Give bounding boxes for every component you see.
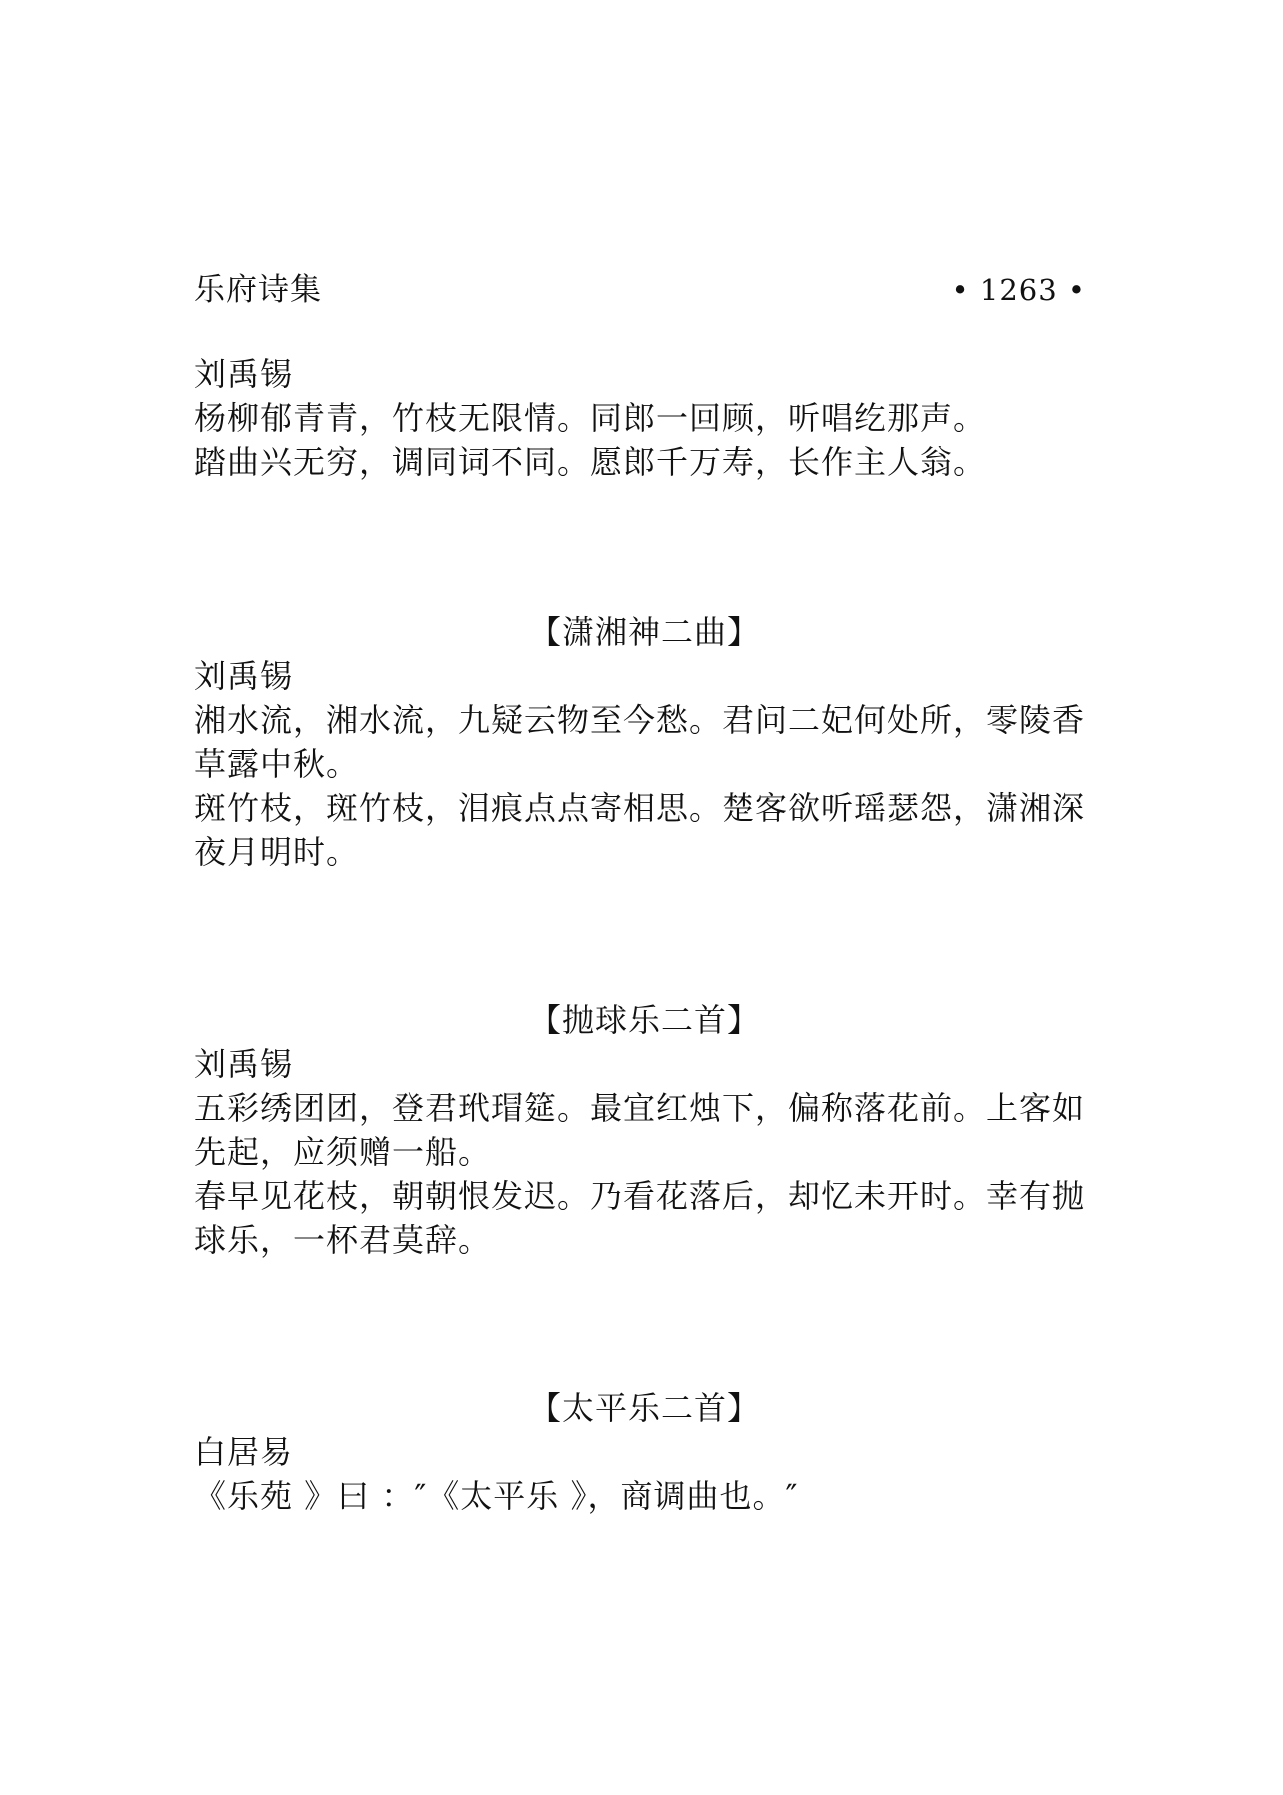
section-title: 【太平乐二首】 <box>529 1389 761 1427</box>
poem-line: 《乐苑 》曰 ：″《太平乐 》，商调曲也。″ <box>194 1477 799 1515</box>
poem-line: 湘水流，湘水流，九疑云物至今愁。君问二妃何处所，零陵香 <box>194 701 1086 739</box>
poem-section <box>194 352 986 484</box>
poem-author: 刘禹锡 <box>194 355 294 393</box>
poem-line: 先起，应须赠一船。 <box>194 1133 492 1171</box>
poem-section <box>194 1386 798 1518</box>
poem-author: 白居易 <box>194 1433 294 1471</box>
poem-line: 杨柳郁青青，竹枝无限情。同郎一回顾，听唱纥那声。 <box>194 399 987 437</box>
book-title: 乐府诗集 <box>194 272 322 308</box>
section-title: 【抛球乐二首】 <box>529 1001 761 1039</box>
section-title: 【潇湘神二曲】 <box>529 613 761 651</box>
poem-line: 球乐，一杯君莫辞。 <box>194 1221 492 1259</box>
page-number: • 1263 • <box>951 273 1086 307</box>
poem-line: 踏曲兴无穷，调同词不同。愿郎千万寿，长作主人翁。 <box>194 443 987 481</box>
poem-line: 春早见花枝，朝朝恨发迟。乃看花落后，却忆未开时。幸有抛 <box>194 1177 1086 1215</box>
poem-author: 刘禹锡 <box>194 1045 294 1083</box>
poem-line: 斑竹枝，斑竹枝，泪痕点点寄相思。楚客欲听瑶瑟怨，潇湘深 <box>194 789 1086 827</box>
page-header <box>194 268 1086 312</box>
poem-author: 刘禹锡 <box>194 657 294 695</box>
poem-line: 夜月明时。 <box>194 833 360 871</box>
poem-line: 草露中秋。 <box>194 745 360 783</box>
poem-section <box>194 998 1085 1262</box>
poem-line: 五彩绣团团，登君玳瑁筵。最宜红烛下，偏称落花前。上客如 <box>194 1089 1086 1127</box>
poem-section <box>194 610 1085 874</box>
